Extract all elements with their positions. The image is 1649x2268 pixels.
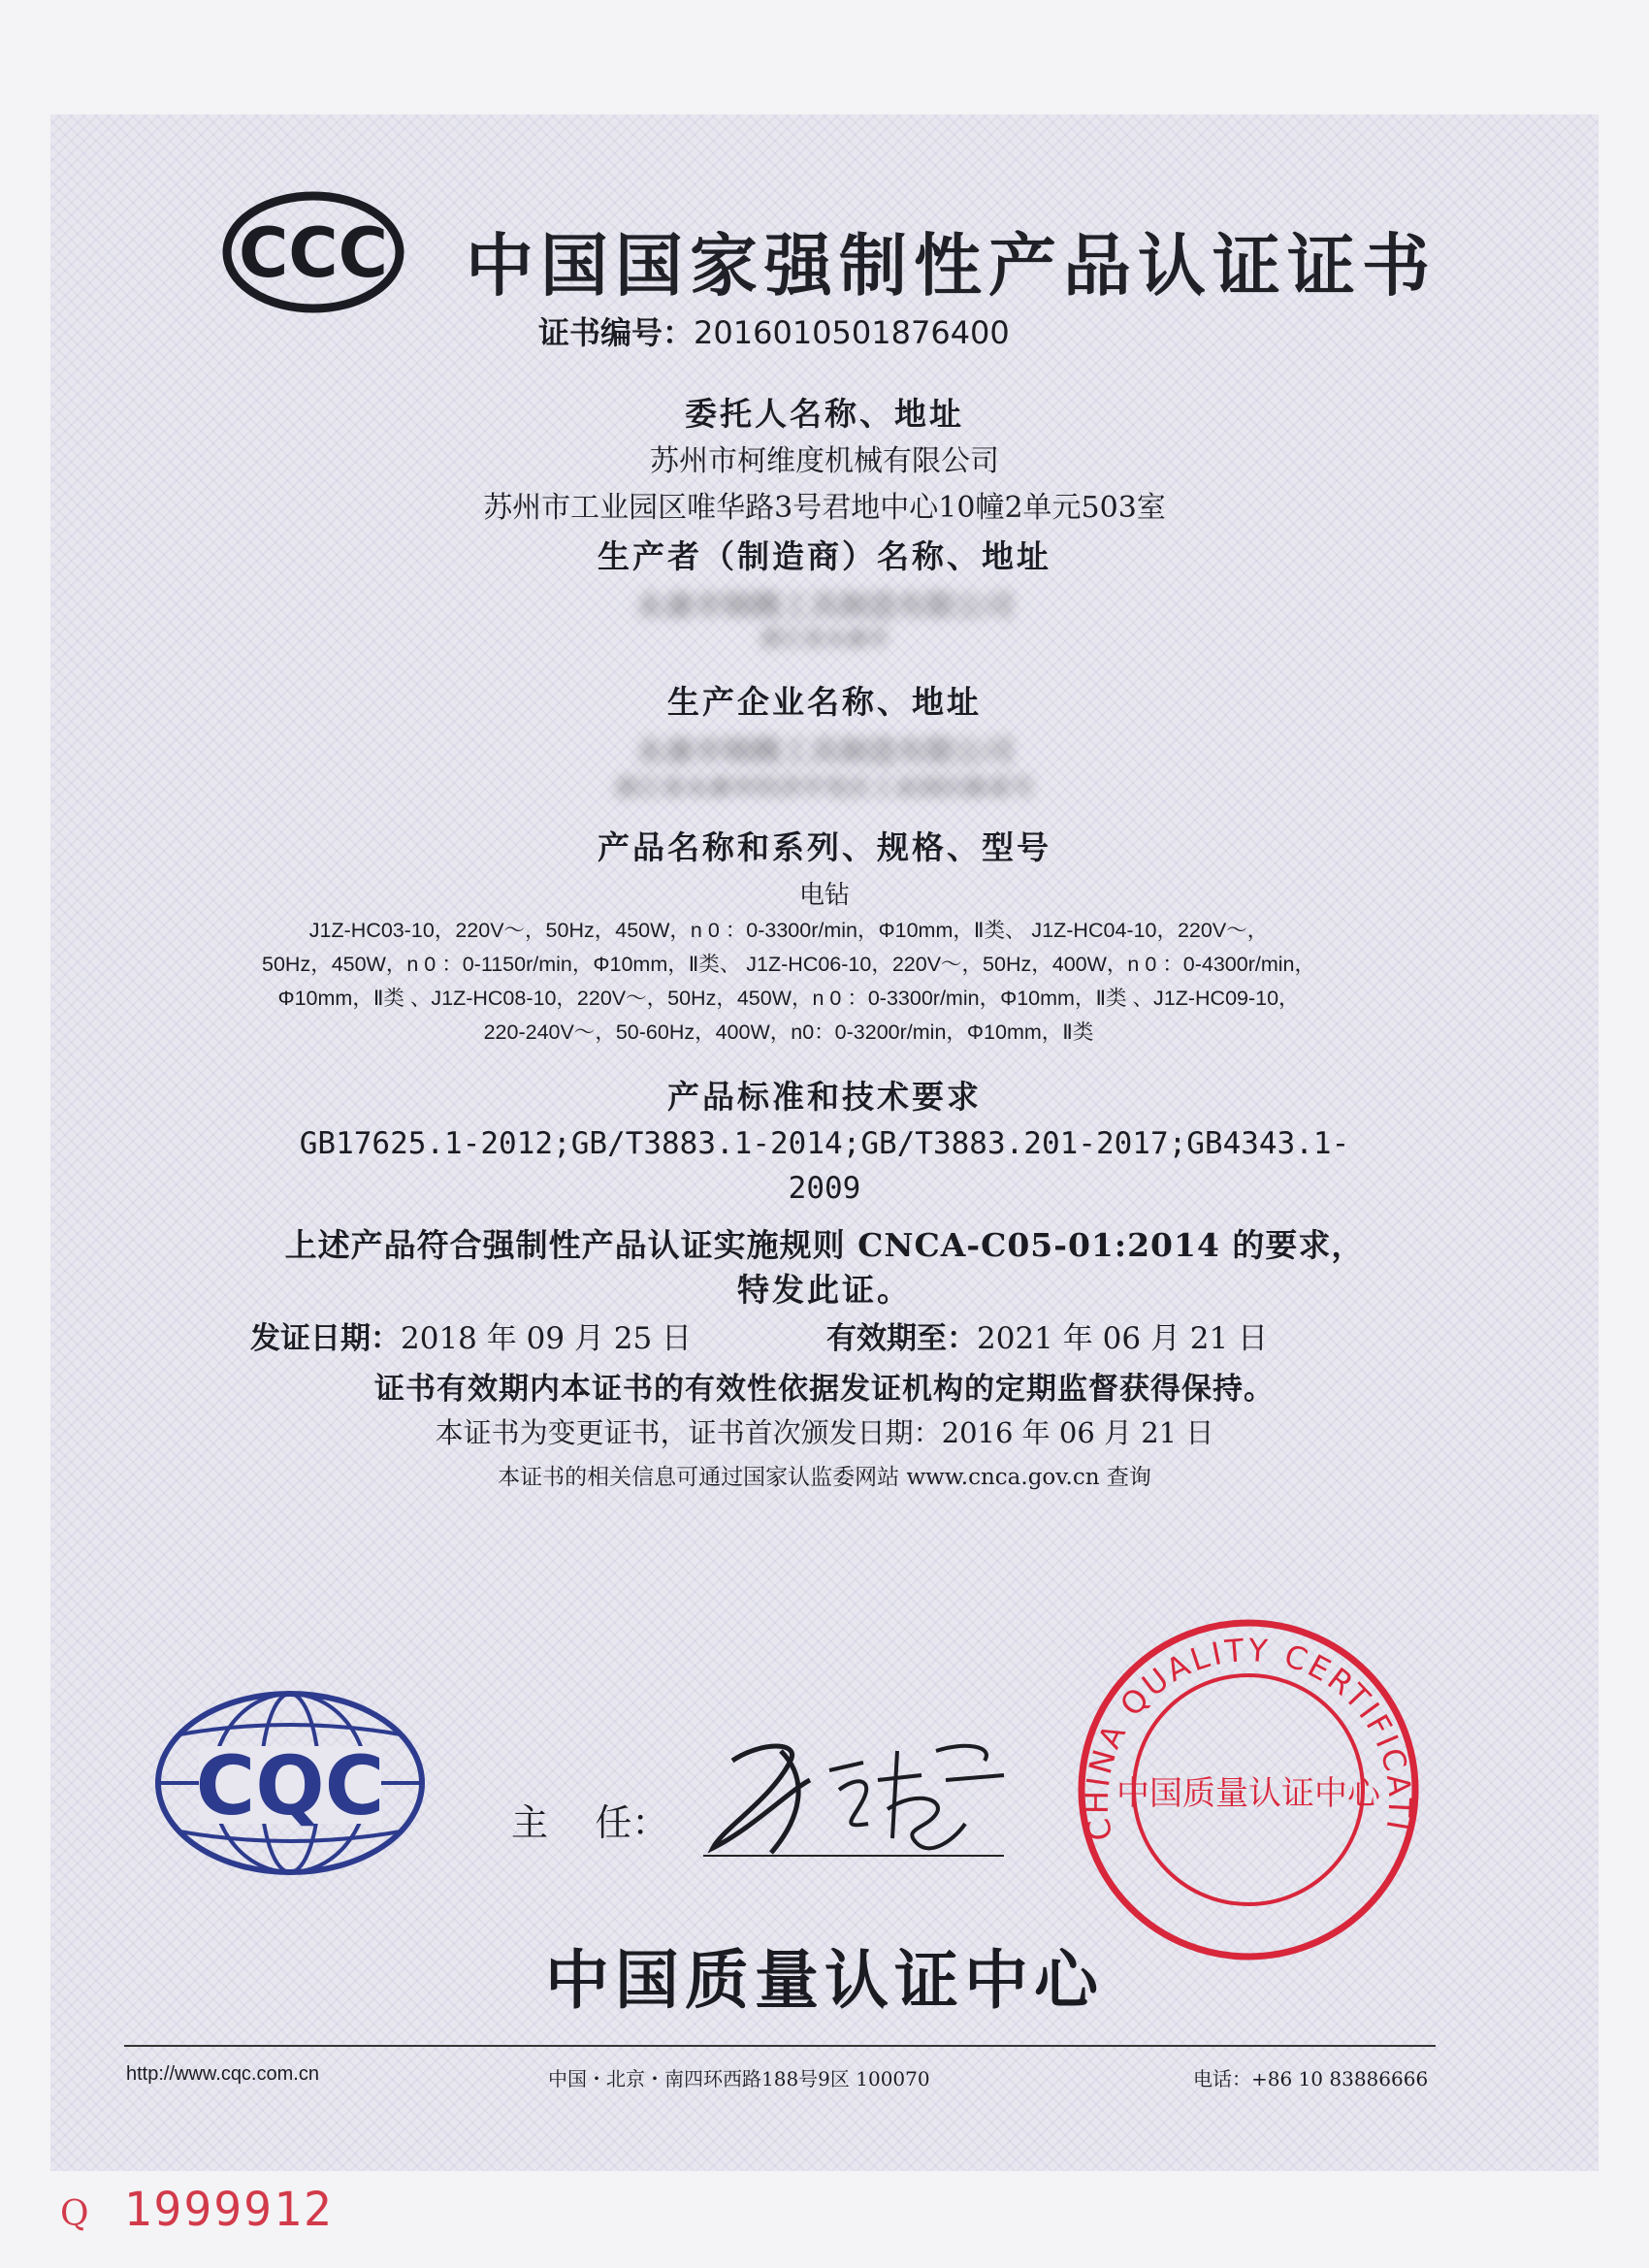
- certification-seal: [1074, 1615, 1423, 1964]
- product-name: 电钻: [798, 881, 850, 910]
- website-note: 本证书的相关信息可通过国家认监委网站 www.cnca.gov.cn 查询: [498, 1465, 1151, 1490]
- signature-line: [703, 1855, 1004, 1857]
- cqc-logo: [150, 1686, 430, 1880]
- conformity-statement-2: 特发此证。: [737, 1271, 912, 1309]
- certificate-number-label: 证书编号：: [538, 314, 695, 351]
- change-note: 本证书为变更证书，证书首次颁发日期：2016 年 06 月 21 日: [435, 1416, 1214, 1449]
- certificate-number-value: 2016010501876400: [694, 314, 1010, 351]
- client-address: 苏州市工业园区唯华路3号君地中心10幢2单元503室: [483, 491, 1166, 525]
- client-name: 苏州市柯维度机械有限公司: [650, 444, 999, 478]
- director-signature: [694, 1722, 1023, 1867]
- seal-outer-text: CHINA QUALITY CERTIFICATI: [1078, 1631, 1419, 1844]
- footer-divider: [124, 2045, 1436, 2047]
- factory-heading: 生产企业名称、地址: [667, 683, 982, 721]
- client-heading: 委托人名称、地址: [685, 395, 964, 433]
- valid-until-value: 2021 年 06 月 21 日: [977, 1321, 1269, 1356]
- product-spec-line: 220-240V～，50-60Hz，400W，n0：0-3200r/min，Φ10mm，Ⅱ类: [483, 1021, 1094, 1044]
- product-heading: 产品名称和系列、规格、型号: [598, 828, 1051, 866]
- manufacturer-name: 永康市锦腾工具制造有限公司: [635, 590, 1014, 624]
- director-label: 主 任：: [511, 1801, 669, 1844]
- footer-website[interactable]: http://www.cqc.com.cn: [126, 2063, 319, 2085]
- factory-address: 浙江省永康市经济开发区工业园区路某号: [615, 774, 1034, 801]
- product-spec-line: 50Hz，450W，n 0 ：0-1150r/min，Φ10mm，Ⅱ类、 J1Z-HC06-10，220V～，50Hz，400W，n 0 ：0-4300r/min，: [262, 953, 1315, 976]
- certificate-title: 中国国家强制性产品认证证书: [466, 226, 1437, 306]
- footer-address: 中国・北京・南四环西路188号9区 100070: [548, 2067, 930, 2090]
- standards-line-1: GB17625.1-2012;GB/T3883.1-2014;GB/T3883.201-2017;GB4343.1-: [299, 1126, 1350, 1161]
- footer-phone: 电话：+86 10 83886666: [1193, 2067, 1429, 2090]
- issue-date-label: 发证日期：: [250, 1321, 401, 1356]
- standards-heading: 产品标准和技术要求: [667, 1078, 982, 1116]
- ccc-logo: [221, 190, 405, 314]
- certificate-number: [538, 308, 1010, 353]
- issue-date-value: 2018 年 09 月 25 日: [401, 1321, 693, 1356]
- product-spec: [231, 914, 1346, 1050]
- serial-number: [60, 2183, 334, 2237]
- valid-until-label: 有效期至：: [826, 1321, 977, 1356]
- ccc-logo-text: CCC: [238, 213, 389, 293]
- seal-inner-text: 中国质量认证中心: [1116, 1774, 1380, 1813]
- valid-until: [826, 1313, 1268, 1357]
- manufacturer-heading: 生产者（制造商）名称、地址: [598, 537, 1051, 575]
- serial-prefix: Q: [60, 2194, 89, 2234]
- issuer-name: 中国质量认证中心: [545, 1943, 1104, 2018]
- serial-value: 1999912: [123, 2183, 334, 2237]
- issue-date: [250, 1313, 692, 1357]
- validity-note: 证书有效期内本证书的有效性依据发证机构的定期监督获得保持。: [374, 1372, 1275, 1407]
- conformity-statement: 上述产品符合强制性产品认证实施规则 CNCA-C05-01:2014 的要求，: [284, 1226, 1365, 1264]
- standards-line-2: 2009: [788, 1171, 861, 1206]
- product-spec-line: Φ10mm，Ⅱ类 、J1Z-HC08-10，220V～，50Hz，450W，n 0 ：0-3300r/min，Φ10mm，Ⅱ类 、J1Z-HC09-10，: [277, 987, 1300, 1010]
- cqc-logo-text: CQC: [195, 1738, 385, 1833]
- factory-name: 永康市锦腾工具制造有限公司: [635, 735, 1014, 769]
- product-spec-line: J1Z-HC03-10，220V～，50Hz，450W，n 0 ：0-3300r/min，Φ10mm，Ⅱ类、 J1Z-HC04-10，220V～，: [308, 919, 1269, 942]
- manufacturer-address: 浙江省永康市: [760, 628, 889, 652]
